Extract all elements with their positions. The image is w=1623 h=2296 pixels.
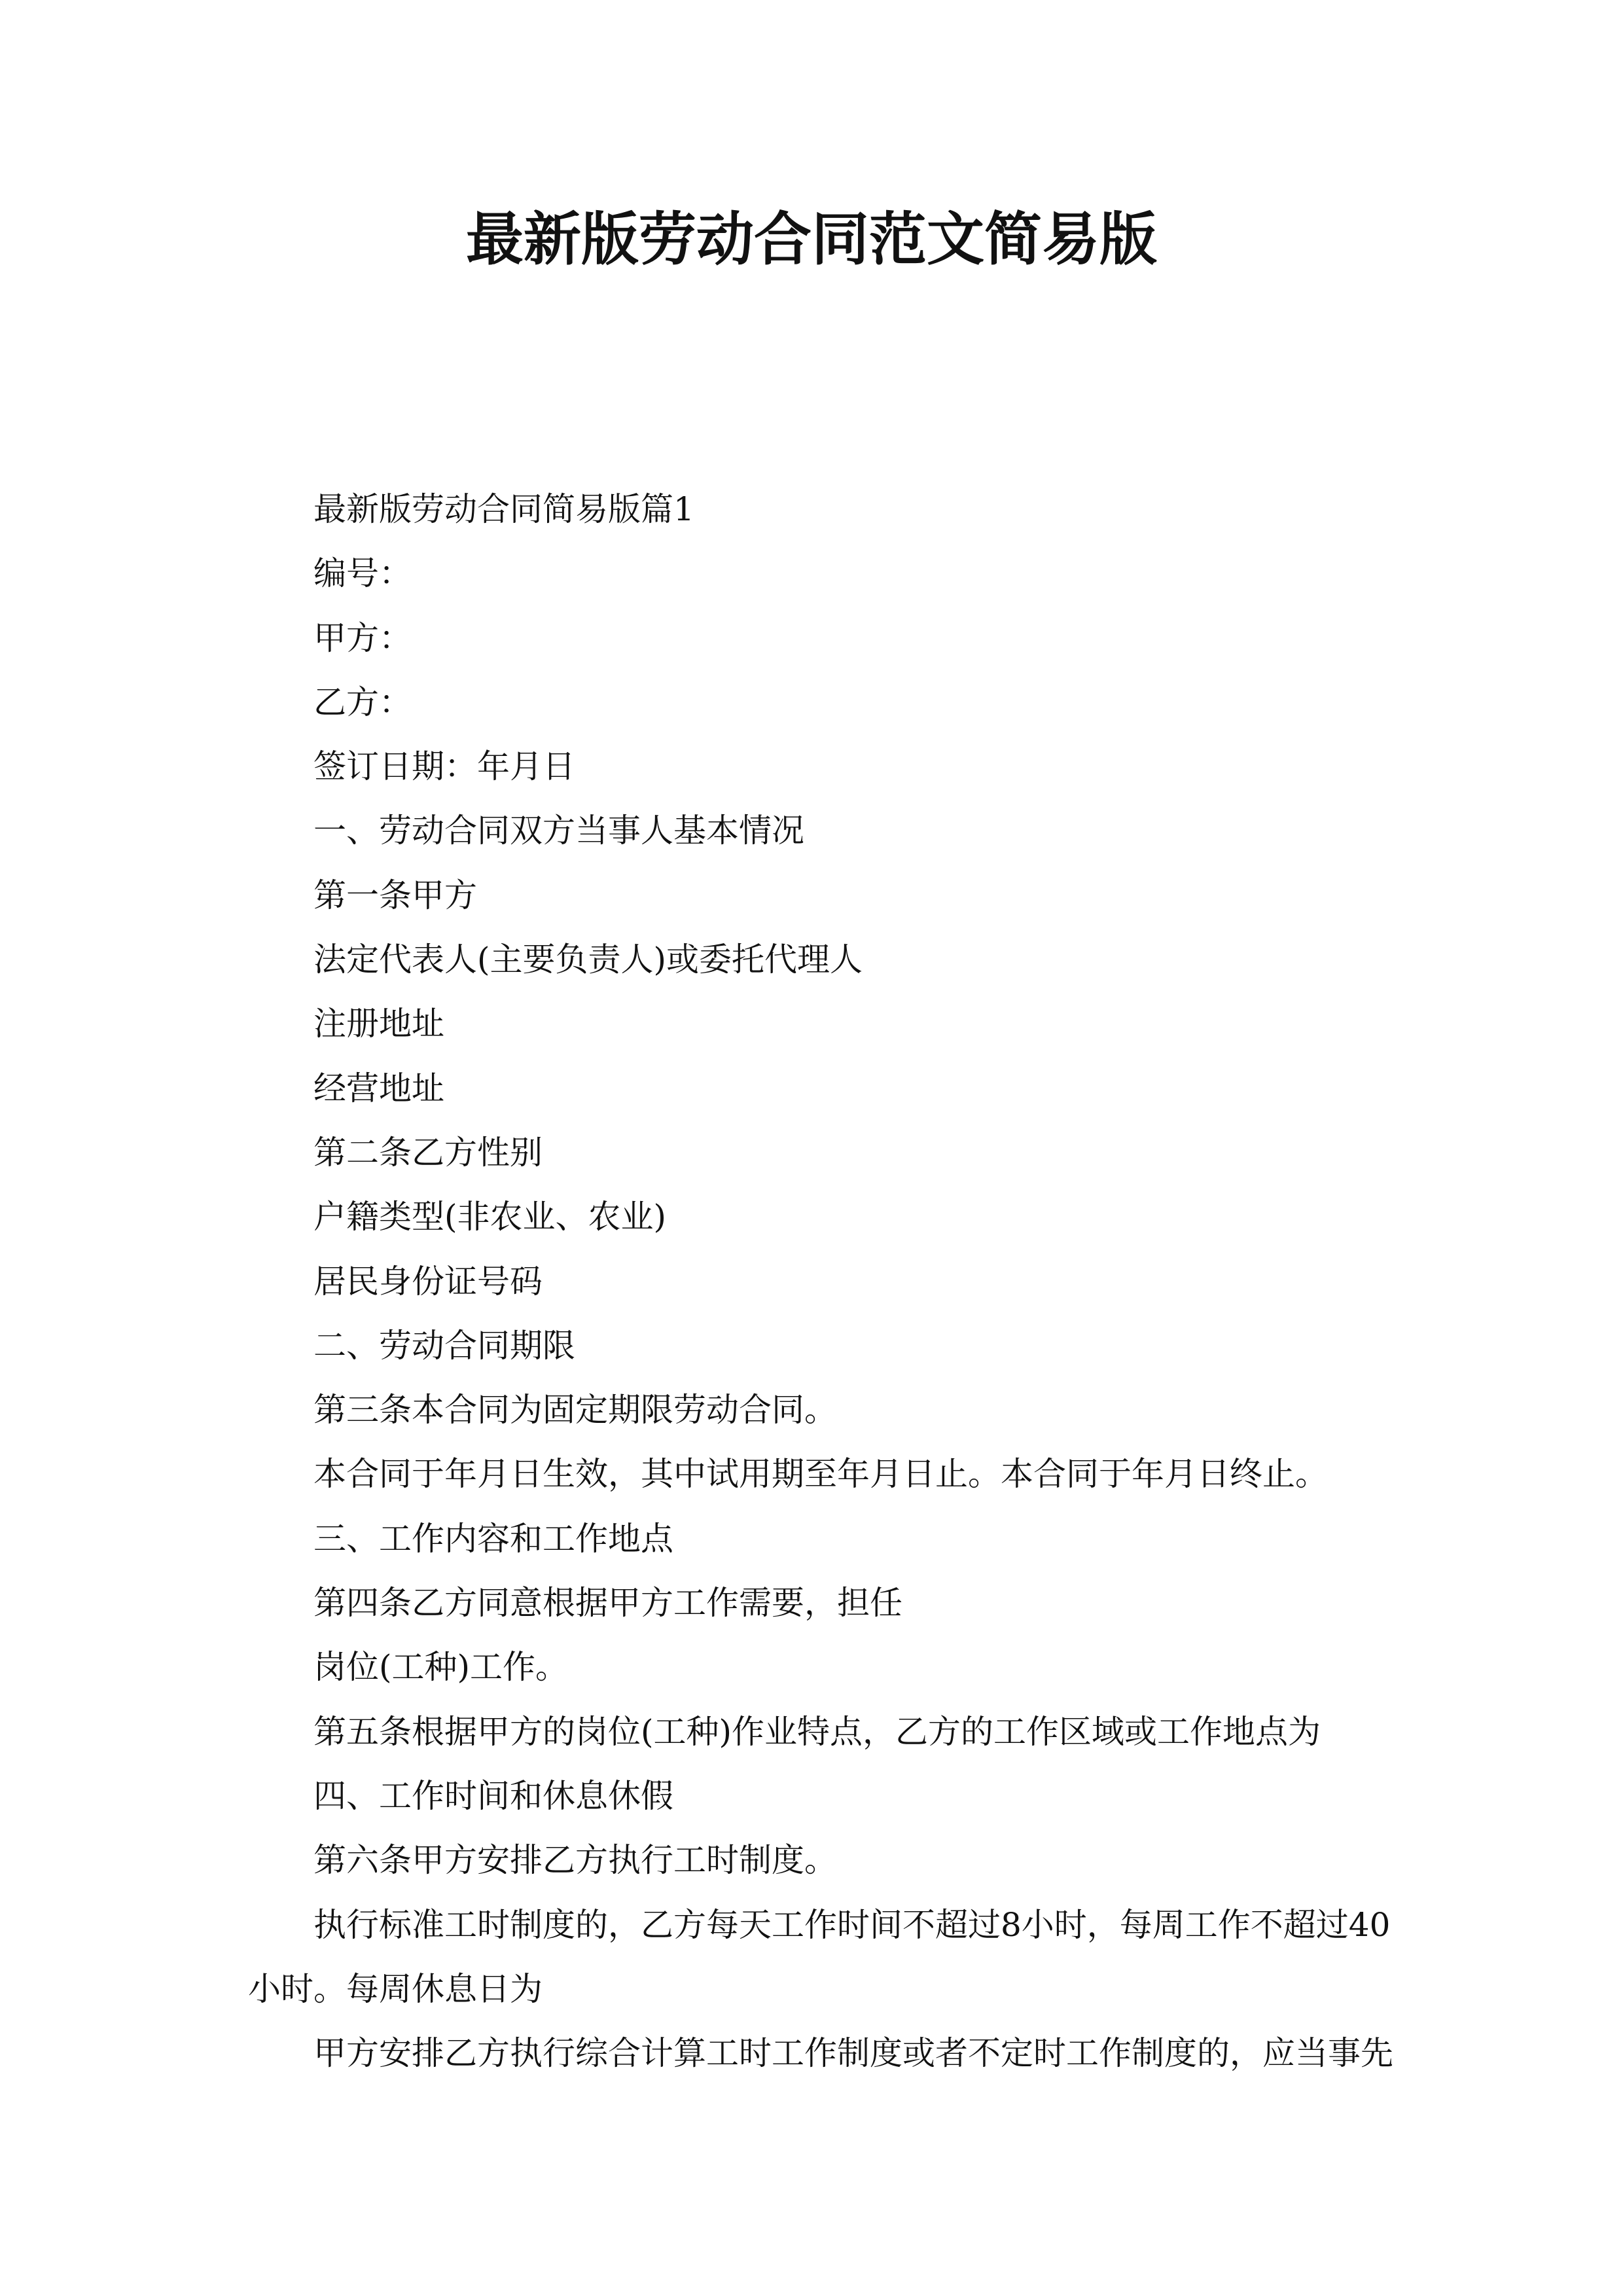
paragraph: 户籍类型(非农业、农业) bbox=[313, 1198, 667, 1236]
paragraph: 二、劳动合同期限 bbox=[313, 1326, 575, 1365]
paragraph: 本合同于年月日生效，其中试用期至年月日止。本合同于年月日终止。 bbox=[313, 1455, 1328, 1494]
paragraph: 乙方： bbox=[313, 683, 412, 721]
paragraph: 居民身份证号码 bbox=[313, 1262, 543, 1300]
paragraph: 第一条甲方 bbox=[313, 876, 477, 914]
paragraph: 一、劳动合同双方当事人基本情况 bbox=[313, 812, 804, 850]
paragraph: 注册地址 bbox=[313, 1005, 444, 1043]
paragraph: 第二条乙方性别 bbox=[313, 1133, 543, 1172]
paragraph: 编号： bbox=[313, 554, 412, 593]
paragraph: 小时。每周休息日为 bbox=[248, 1969, 543, 2008]
paragraph: 岗位(工种)工作。 bbox=[313, 1648, 569, 1687]
paragraph: 甲方安排乙方执行综合计算工时工作制度或者不定时工作制度的，应当事先 bbox=[313, 2034, 1393, 2073]
paragraph: 三、工作内容和工作地点 bbox=[313, 1519, 673, 1558]
document-body bbox=[248, 477, 1393, 2085]
paragraph: 经营地址 bbox=[313, 1069, 444, 1107]
paragraph: 第六条甲方安排乙方执行工时制度。 bbox=[313, 1841, 837, 1880]
paragraph: 甲方： bbox=[313, 619, 412, 657]
paragraph: 最新版劳动合同简易版篇1 bbox=[313, 490, 694, 528]
paragraph: 第四条乙方同意根据甲方工作需要，担任 bbox=[313, 1584, 902, 1623]
document-title: 最新版劳动合同范文简易版 bbox=[465, 205, 1157, 273]
paragraph: 第五条根据甲方的岗位(工种)作业特点，乙方的工作区域或工作地点为 bbox=[313, 1712, 1321, 1751]
paragraph: 签订日期：年月日 bbox=[313, 747, 575, 786]
paragraph: 四、工作时间和休息休假 bbox=[313, 1776, 673, 1815]
paragraph: 第三条本合同为固定期限劳动合同。 bbox=[313, 1391, 837, 1429]
paragraph: 法定代表人(主要负责人)或委托代理人 bbox=[313, 941, 863, 979]
paragraph: 执行标准工时制度的，乙方每天工作时间不超过8小时，每周工作不超过40 bbox=[313, 1905, 1391, 1944]
